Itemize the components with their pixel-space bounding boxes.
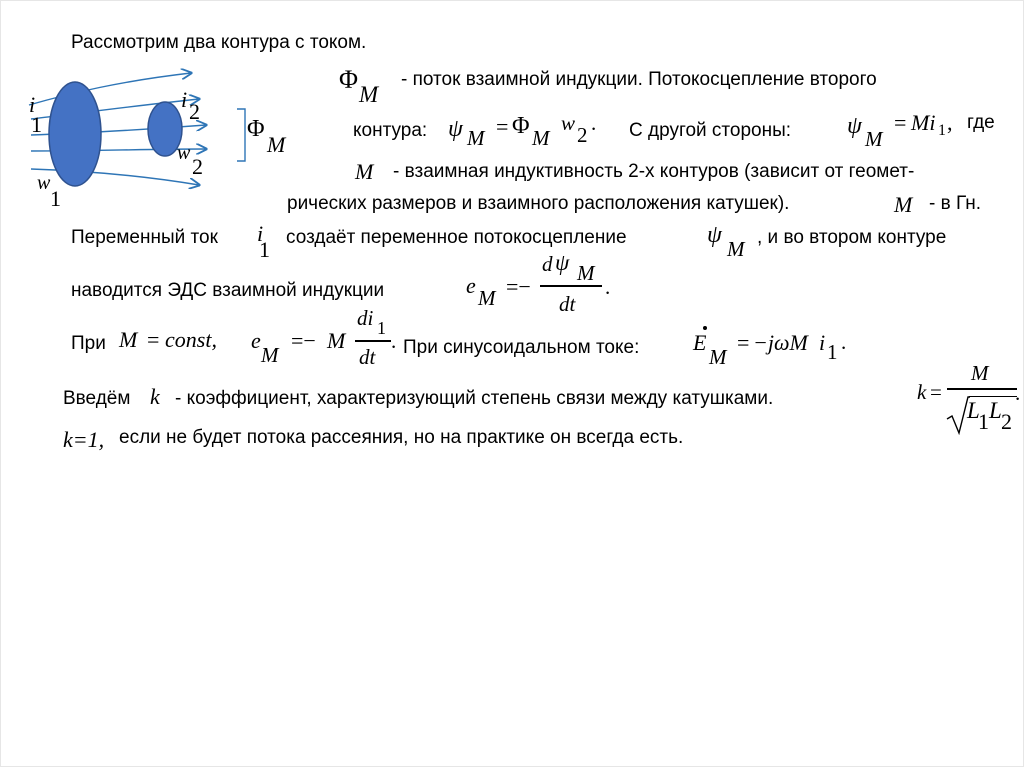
di-numerator-sub: 1	[377, 318, 386, 338]
alt-current-text: Переменный ток	[71, 227, 218, 248]
k-symbol: k	[150, 384, 160, 409]
e-symbol-2: e	[251, 328, 261, 353]
label-i1-sub: 1	[31, 112, 42, 137]
contour-text: контура:	[353, 120, 428, 141]
j-omega-m: −jωM	[753, 330, 808, 355]
phi-m-symbol: Φ	[339, 65, 359, 94]
psi-symbol-4: ψ	[707, 222, 722, 248]
e-symbol: e	[466, 273, 476, 298]
dot-1: .	[591, 111, 597, 135]
e-sub-m-2: M	[261, 343, 279, 367]
const-text: const,	[165, 327, 217, 352]
label-w1-sub: 1	[50, 186, 61, 211]
fraction-bar-3	[947, 388, 1017, 390]
e-dot-mark	[703, 326, 707, 330]
unit-text: - в Гн.	[929, 193, 981, 214]
second-contour-text: , и во втором контуре	[757, 227, 947, 248]
mutual-flux-text: - поток взаимной индукции. Потокосцепление второго	[401, 69, 877, 90]
m-const-m: M	[119, 327, 138, 352]
intro-text: Рассмотрим два контура с током.	[71, 32, 367, 53]
label-i2-sub: 2	[189, 99, 200, 124]
flux-line-1	[29, 73, 191, 105]
e-dot-symbol: E	[693, 330, 707, 355]
leakage-text: если не будет потока рассеяния, но на практике он всегда есть.	[119, 427, 684, 448]
psi-numerator-sub: M	[577, 261, 595, 285]
d-symbol: d	[542, 252, 553, 276]
eq-sign-1: =	[496, 114, 509, 139]
psi-numerator: ψ	[555, 250, 570, 275]
m-symbol: M	[355, 159, 374, 184]
flux-bracket	[237, 109, 245, 161]
w-sub-2: 2	[577, 123, 588, 147]
comma-1: ,	[947, 110, 953, 135]
i1-sub: 1	[259, 237, 270, 262]
m-symbol-2: M	[894, 192, 913, 217]
label-phi-m-sub: M	[267, 132, 286, 157]
eq-minus-2: =−	[291, 328, 316, 353]
fraction-bar-1	[540, 285, 602, 287]
label-w2-sub: 2	[192, 154, 203, 179]
psi-symbol-3: ψ	[847, 113, 862, 139]
dot-4: .	[841, 330, 847, 354]
psi-sub-m: M	[467, 126, 485, 150]
m-symbol-3: M	[327, 328, 346, 353]
other-side-text: С другой стороны:	[629, 120, 792, 141]
label-i2: i	[181, 87, 188, 112]
k-formula-k: k	[917, 380, 927, 404]
introduce-text: Введём	[63, 388, 131, 409]
eq-sign-2: =	[894, 110, 907, 135]
dot-5: .	[1015, 381, 1021, 405]
l2-sub: 2	[1001, 409, 1012, 434]
k-equals-one: k=1,	[63, 427, 105, 452]
di-numerator: di	[357, 306, 374, 330]
eq-minus-1: =−	[506, 274, 531, 299]
eq-sign-3: =	[147, 327, 160, 352]
dot-3: .	[391, 329, 397, 353]
label-w2: w	[177, 142, 191, 164]
dt-denominator-2: dt	[359, 345, 376, 369]
phi-m-subscript: M	[359, 82, 379, 107]
sinusoidal-text: При синусоидальном токе:	[403, 337, 640, 358]
i1-symbol: i	[257, 221, 264, 246]
label-w1: w	[37, 172, 51, 194]
label-i1: i	[29, 92, 36, 117]
label-phi-m: Φ	[247, 116, 265, 142]
geometry-text: рических размеров и взаимного расположения катушек).	[287, 193, 790, 214]
phi-sub-m-2: M	[532, 126, 550, 150]
psi-symbol: ψ	[448, 116, 463, 142]
w-symbol: w	[561, 111, 576, 135]
dt-denominator-1: dt	[559, 292, 576, 316]
contour-1-ellipse	[49, 82, 101, 186]
l1-sub: 1	[978, 409, 989, 434]
l1-symbol: L	[967, 398, 980, 423]
eq-sign-4: =	[737, 330, 750, 355]
k-formula-m: M	[971, 361, 989, 385]
mi-sub-1: 1	[938, 122, 946, 139]
dot-2: .	[605, 275, 611, 299]
fraction-bar-2	[355, 340, 391, 342]
phi-symbol-2: Φ	[512, 113, 530, 139]
i-dot-symbol: i	[819, 330, 826, 355]
creates-flux-text: создаёт переменное потокосцепление	[286, 227, 627, 248]
psi-sub-m-4: M	[727, 237, 745, 261]
e-sub-m: M	[478, 286, 496, 310]
l2-symbol: L	[989, 398, 1002, 423]
k-formula-eq: =	[930, 380, 942, 404]
mutual-inductance-text: - взаимная индуктивность 2-х контуров (зависит от геомет-	[393, 161, 915, 182]
i-dot-sub: 1	[827, 340, 838, 364]
when-text: При	[71, 333, 106, 354]
emf-text: наводится ЭДС взаимной индукции	[71, 280, 385, 301]
e-dot-sub-m: M	[709, 345, 727, 369]
coupling-text: - коэффициент, характеризующий степень связи между катушками.	[175, 388, 774, 409]
where-text: где	[967, 112, 995, 133]
mi-expression: Mi	[911, 110, 936, 135]
psi-sub-m-3: M	[865, 127, 883, 151]
